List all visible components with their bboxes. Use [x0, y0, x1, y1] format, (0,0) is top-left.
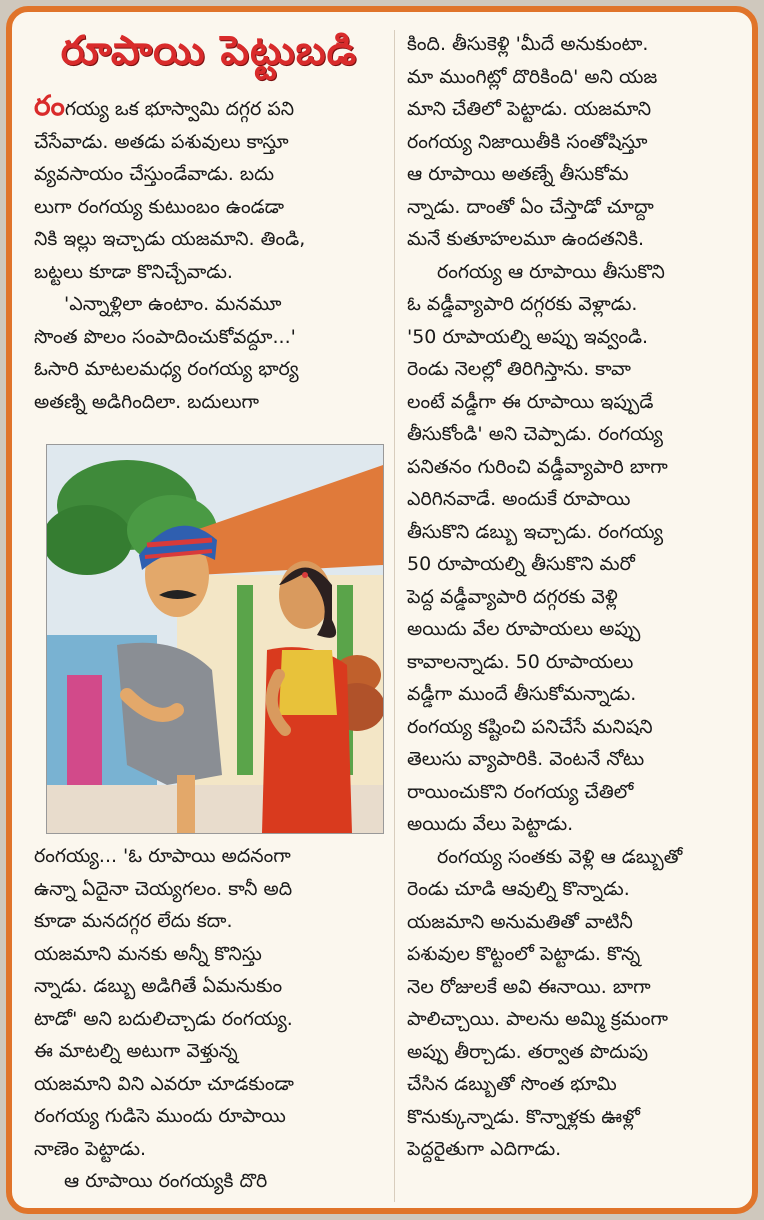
drop-cap: రం — [34, 89, 65, 122]
farmer-and-wife-illustration — [46, 444, 384, 834]
paragraph-6: రంగయ్య ఆ రూపాయి తీసుకొని ఓ వడ్డీవ్యాపారి దగ్గరకు వెళ్లాడు. '50 రూపాయల్ని అప్పు ఇవ్వండి. రెండు నెలల్లో తిరిగిస్తాను. కావా లంటే వడ్డీగా ఈ రూపాయి ఇప్పుడే తీసుకోండి' అని చెప్పాడు. రంగయ్య పనితనం గురించి వడ్డీవ్యాపారి బాగా ఎరిగినవాడే. అందుకే రూపాయి తీసుకొని డబ్బు ఇచ్చాడు. రంగయ్య 50 రూపాయల్ని తీసుకొని మరో పెద్ద వడ్డీవ్యాపారి దగ్గరకు వెళ్లి అయిదు వేల రూపాయలు అప్పు కావాలన్నాడు. 50 రూపాయలు వడ్డీగా ముందే తీసుకోమన్నాడు. రంగయ్య కష్టించి పనిచేసే మనిషని తెలుసు వ్యాపారికి. వెంటనే నోటు రాయించుకొని రంగయ్య చేతిలో అయిదు వేలు పెట్టాడు. — [407, 260, 668, 835]
paragraph-4: ఆ రూపాయి రంగయ్యకి దొరి — [64, 1170, 268, 1192]
paragraph-2: 'ఎన్నాళ్లిలా ఉంటాం. మనమూ సొంత పొలం సంపాదించుకోవద్దూ...' ఓసారి మాటలమధ్య రంగయ్య భార్య అతణ్ని అడిగిందిలా. బదులుగా — [34, 293, 299, 413]
paragraph-7: రంగయ్య సంతకు వెళ్లి ఆ డబ్బుతో రెండు చూడి ఆవుల్ని కొన్నాడు. యజమాని అనుమతితో వాటినీ పశువుల కొట్టంలో పెట్టాడు. కొన్న నెల రోజులకే అవి ఈనాయి. బాగా పాలిచ్చాయి. పాలను అమ్మి క్రమంగా అప్పు తీర్చాడు. తర్వాత పొదుపు చేసిన డబ్బుతో సొంత భూమి కొనుక్కున్నాడు. కొన్నాళ్లకు ఊళ్లో పెద్దరైతుగా ఎదిగాడు. — [407, 845, 683, 1160]
left-column-bottom — [34, 840, 384, 1198]
illustration-svg — [47, 445, 383, 833]
paragraph-1-text: గయ్య ఒక భూస్వామి దగ్గర పని చేసేవాడు. అతడు పశువులు కాస్తూ వ్యవసాయం చేస్తుండేవాడు. బదు లుగా రంగయ్య కుటుంబం ఉండడా నికి ఇల్లు ఇచ్చాడు యజమాని. తిండి, బట్టలు కూడా కొనిచ్చేవాడు. — [34, 98, 306, 283]
column-divider — [394, 30, 395, 1202]
article-page — [6, 6, 758, 1214]
article-title: రూపాయి పెట్టుబడి — [60, 28, 358, 74]
right-column — [407, 28, 752, 1166]
paragraph-1 — [34, 90, 384, 288]
paragraph-5: కింది. తీసుకెళ్లి 'మీదే అనుకుంటా. మా ముంగిట్లో దొరికింది' అని యజ మాని చేతిలో పెట్టాడు. యజమాని రంగయ్య నిజాయితీకి సంతోషిస్తూ ఆ రూపాయి అతణ్నే తీసుకోమ న్నాడు. దాంతో ఏం చేస్తాడో చూద్దా మనే కుతూహలమూ ఉందతనికి. — [407, 33, 658, 250]
left-column-top — [34, 90, 384, 418]
paragraph-3: రంగయ్య... 'ఓ రూపాయి అదనంగా ఉన్నా ఏదైనా చెయ్యగలం. కానీ అది కూడా మనదగ్గర లేదు కదా. యజమాని మనకు అన్నీ కొనిస్తు న్నాడు. డబ్బు అడిగితే ఏమనుకుం టాడో' అని బదులిచ్చాడు రంగయ్య. ఈ మాటల్ని అటుగా వెళ్తున్న యజమాని విని ఎవరూ చూడకుండా రంగయ్య గుడిసె ముందు రూపాయి నాణెం పెట్టాడు. — [34, 845, 294, 1160]
